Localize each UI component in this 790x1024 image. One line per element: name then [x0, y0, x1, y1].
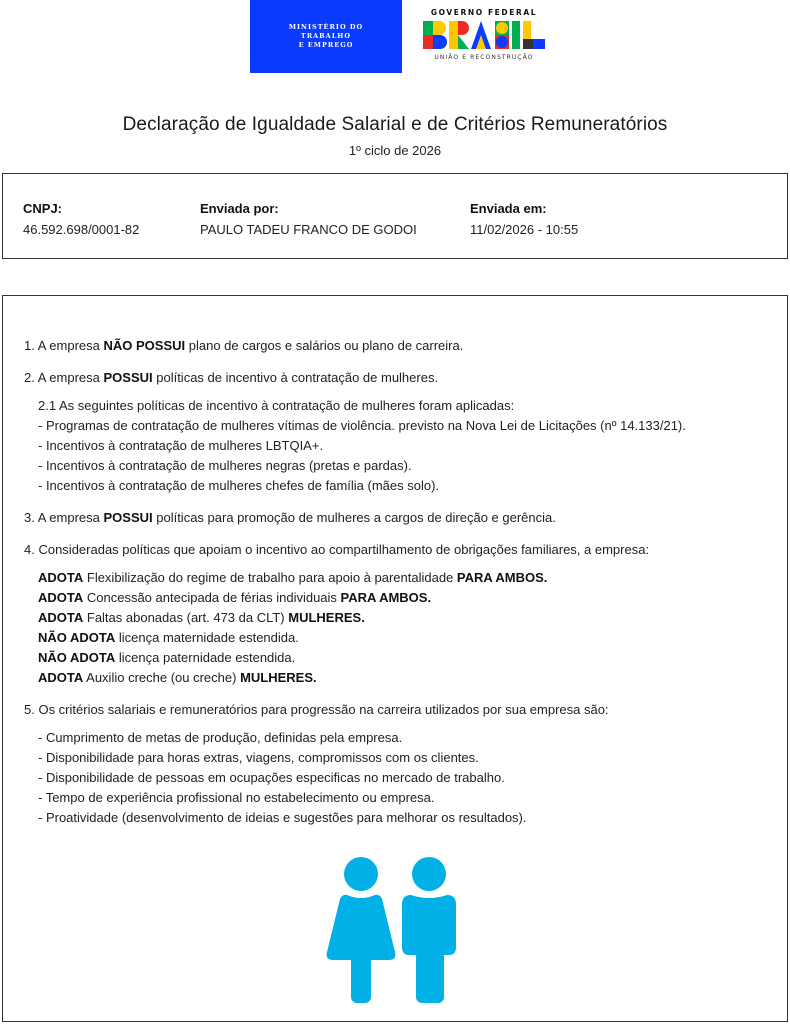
list-item: - Incentivos à contratação de mulheres negras (pretas e pardas). [38, 458, 412, 473]
page-subtitle: 1º ciclo de 2026 [348, 143, 442, 158]
ministry-logo-line: E EMPREGO [298, 41, 354, 49]
sent-by-field [200, 201, 417, 237]
document-header [0, 114, 790, 158]
list-item: - Proatividade (desenvolvimento de ideias e sugestões para melhorar os resultados). [38, 810, 527, 825]
list-item: - Incentivos à contratação de mulheres LBTQIA+. [38, 438, 324, 453]
cnpj-label: CNPJ: [23, 201, 63, 216]
policy-item: NÃO ADOTA licença paternidade estendida. [38, 650, 296, 665]
criteria-list [24, 728, 777, 828]
man-body-icon [402, 895, 456, 955]
list-item: - Cumprimento de metas de produção, definidas pela empresa. [38, 730, 403, 745]
list-item: - Disponibilidade de pessoas em ocupações especificas no mercado de trabalho. [38, 770, 505, 785]
sent-by-value: PAULO TADEU FRANCO DE GODOI [200, 222, 417, 237]
question-3: 3. A empresa POSSUI políticas para promoção de mulheres a cargos de direção e gerência. [24, 510, 556, 525]
man-head-icon [412, 857, 446, 891]
header-logos [250, 0, 554, 73]
sent-at-field [470, 201, 578, 237]
policy-item: ADOTA Faltas abonadas (art. 473 da CLT) MULHERES. [38, 610, 365, 625]
ministry-logo-line: TRABALHO [300, 32, 352, 40]
declaration-content [24, 336, 777, 840]
answer-badge: NÃO POSSUI [103, 338, 186, 353]
question-2: 2. A empresa POSSUI políticas de incentivo à contratação de mulheres. 2.1 As seguintes políticas de incentivo à contratação de mulheres foram aplicadas: - Programas de contratação de mulheres vítimas de violência. previsto na Nova Lei de Licitações (nº 14.133/21). - Incentivos à contratação de mulheres LBTQIA+. - Incentivos à contratação de mulheres negras (pretas e pardas). - Incentivos à contratação de mulheres chefes de família (mães solo). [24, 368, 777, 496]
answer-badge: POSSUI [103, 370, 153, 385]
policy-item: ADOTA Concessão antecipada de férias individuais PARA AMBOS. [38, 590, 432, 605]
answer-badge: POSSUI [103, 510, 153, 525]
list-item: - Disponibilidade para horas extras, viagens, compromissos com os clientes. [38, 750, 479, 765]
sub-heading: 2.1 As seguintes políticas de incentivo à contratação de mulheres foram aplicadas: [38, 398, 515, 413]
cnpj-field [23, 201, 139, 237]
list-item: - Tempo de experiência profissional no estabelecimento ou empresa. [38, 790, 435, 805]
gov-title: GOVERNO FEDERAL [430, 8, 538, 17]
cnpj-value: 46.592.698/0001-82 [23, 222, 140, 237]
list-item: - Programas de contratação de mulheres vítimas de violência. previsto na Nova Lei de Licitações (nº 14.133/21). [38, 418, 686, 433]
question-5-text: 5. Os critérios salariais e remuneratórios para progressão na carreira utilizados por sua empresa são: [24, 702, 609, 717]
brasil-wordmark-icon [423, 21, 545, 49]
woman-and-man-icon [325, 857, 460, 1007]
sent-at-value: 11/02/2026 - 10:55 [470, 222, 579, 237]
ministry-logo [250, 0, 402, 73]
family-policies-list [24, 568, 777, 688]
submission-info-box [2, 173, 788, 259]
list-item: - Incentivos à contratação de mulheres chefes de família (mães solo). [38, 478, 440, 493]
sent-at-label: Enviada em: [470, 201, 547, 216]
question-5 [24, 700, 777, 828]
page-title: Declaração de Igualdade Salarial e de Critérios Remuneratórios [122, 114, 668, 135]
gov-subtitle: UNIÃO E RECONSTRUÇÃO [434, 54, 534, 61]
woman-head-icon [344, 857, 378, 891]
sent-by-label: Enviada por: [200, 201, 279, 216]
policy-item: ADOTA Flexibilização do regime de trabalho para apoio à parentalidade PARA AMBOS. [38, 570, 548, 585]
government-logo [414, 0, 554, 73]
ministry-logo-line: MINISTÉRIO DO [288, 23, 364, 31]
question-4 [24, 540, 777, 688]
woman-body-icon [327, 895, 396, 960]
policy-item: ADOTA Auxilio creche (ou creche) MULHERES. [38, 670, 317, 685]
policy-item: NÃO ADOTA licença maternidade estendida. [38, 630, 299, 645]
question-2-details [24, 396, 777, 496]
question-1: 1. A empresa NÃO POSSUI plano de cargos e salários ou plano de carreira. [24, 338, 464, 353]
question-4-text: 4. Consideradas políticas que apoiam o incentivo ao compartilhamento de obrigações familiares, a empresa: [24, 542, 650, 557]
